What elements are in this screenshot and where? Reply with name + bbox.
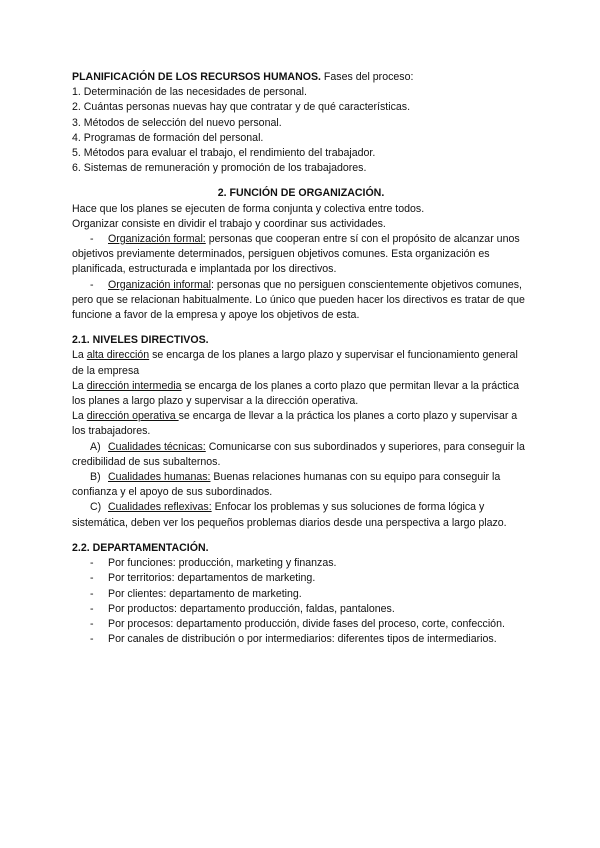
cualidad-letter: A) bbox=[90, 440, 101, 453]
planificacion-heading-tail: Fases del proceso: bbox=[320, 71, 414, 83]
planificacion-heading: PLANIFICACIÓN DE LOS RECURSOS HUMANOS. bbox=[72, 71, 321, 83]
list-item-text: Por clientes: departamento de marketing. bbox=[108, 587, 302, 600]
organizacion-informal-term: Organización informal bbox=[108, 278, 212, 291]
organizacion-title: 2. FUNCIÓN DE ORGANIZACIÓN. bbox=[217, 187, 385, 200]
cualidad-term: Cualidades humanas: bbox=[108, 471, 211, 484]
dash-marker: - bbox=[90, 557, 94, 570]
planificacion-heading-line bbox=[72, 70, 530, 85]
organizacion-formal-text: personas que cooperan entre sí con el propósito de alcanzar unos objetivos previamente determinados, persiguen objetivos comunes. Esta organización es planificada, estructurada e implantada por los directivos. bbox=[72, 233, 520, 276]
niveles-alta-text: se encarga de los planes a largo plazo y supervisar el funcionamiento general de la empresa bbox=[72, 349, 518, 377]
list-item bbox=[72, 632, 530, 647]
dash-marker: - bbox=[90, 587, 94, 600]
organizacion-line: Hace que los planes se ejecuten de forma conjunta y colectiva entre todos. bbox=[72, 202, 425, 215]
document-page bbox=[72, 70, 530, 647]
list-item-text: Por canales de distribución o por intermediarios: diferentes tipos de intermediarios. bbox=[108, 633, 497, 646]
niveles-intermedia-pre: La bbox=[72, 379, 87, 392]
organizacion-formal-term: Organización formal: bbox=[108, 233, 206, 246]
list-item bbox=[72, 587, 530, 602]
dash-marker: - bbox=[90, 602, 94, 615]
cualidad-letter: C) bbox=[90, 501, 102, 514]
planificacion-item: 3. Métodos de selección del nuevo personal. bbox=[72, 116, 282, 129]
dash-marker: - bbox=[90, 617, 94, 630]
cualidad-term: Cualidades técnicas: bbox=[108, 440, 206, 453]
planificacion-item: 2. Cuántas personas nuevas hay que contratar y de qué características. bbox=[72, 101, 411, 114]
niveles-alta-pre: La bbox=[72, 349, 87, 362]
niveles-operativa-term: dirección operativa bbox=[86, 410, 179, 423]
cualidad-letter: B) bbox=[90, 471, 101, 484]
cualidad-text: Comunicarse con sus subordinados y superiores, para conseguir la credibilidad de sus subalternos. bbox=[72, 440, 525, 468]
organizacion-formal-item bbox=[72, 232, 530, 278]
dash-marker: - bbox=[90, 278, 94, 291]
departamentacion-title: 2.2. DEPARTAMENTACIÓN. bbox=[72, 541, 209, 554]
planificacion-item: 1. Determinación de las necesidades de personal. bbox=[72, 86, 307, 99]
niveles-intermedia-text: se encarga de los planes a corto plazo que permitan llevar a la práctica los planes a largo plazo y supervisar a la dirección operativa. bbox=[72, 379, 519, 408]
organizacion-informal-item bbox=[72, 278, 530, 324]
list-item-text: Por funciones: producción, marketing y finanzas. bbox=[108, 557, 337, 570]
organizacion-line: Organizar consiste en dividir el trabajo y coordinar sus actividades. bbox=[72, 217, 386, 230]
niveles-intermedia-term: dirección intermedia bbox=[86, 379, 182, 392]
organizacion-informal-text: : personas que no persiguen conscientemente objetivos comunes, pero que se relacionan habitualmente. Lo único que pueden hacer los directivos es tratar de que funcione a favor de la empresa y apoye los objetivos de esta. bbox=[72, 278, 525, 322]
list-item bbox=[72, 602, 530, 617]
departamentacion-list bbox=[72, 556, 530, 647]
dash-marker: - bbox=[90, 633, 94, 646]
cualidad-text: Buenas relaciones humanas con su equipo para conseguir la confianza y el apoyo de sus subordinados. bbox=[72, 471, 501, 499]
niveles-operativa bbox=[72, 409, 530, 439]
niveles-alta-term: alta dirección bbox=[86, 349, 150, 362]
niveles-alta bbox=[72, 348, 530, 378]
niveles-intermedia bbox=[72, 379, 530, 409]
planificacion-item: 5. Métodos para evaluar el trabajo, el rendimiento del trabajador. bbox=[72, 147, 376, 160]
niveles-operativa-pre: La bbox=[72, 410, 87, 423]
dash-marker: - bbox=[90, 572, 94, 585]
list-item-text: Por procesos: departamento producción, divide fases del proceso, corte, confección. bbox=[108, 617, 505, 630]
cualidad-term: Cualidades reflexivas: bbox=[108, 501, 212, 514]
cualidad-item bbox=[72, 440, 530, 470]
niveles-operativa-text: se encarga de llevar a la práctica los planes a corto plazo y supervisar a los trabajadores. bbox=[72, 410, 518, 438]
dash-marker: - bbox=[90, 233, 94, 246]
list-item bbox=[72, 617, 530, 632]
list-item-text: Por productos: departamento producción, faldas, pantalones. bbox=[108, 602, 395, 615]
list-item-text: Por territorios: departamentos de marketing. bbox=[108, 572, 316, 585]
niveles-title: 2.1. NIVELES DIRECTIVOS. bbox=[72, 334, 209, 347]
cualidad-item bbox=[72, 500, 530, 530]
list-item bbox=[72, 556, 530, 571]
planificacion-item: 6. Sistemas de remuneración y promoción de los trabajadores. bbox=[72, 162, 367, 175]
cualidad-text: Enfocar los problemas y sus soluciones de forma lógica y sistemática, deben ver los pequeños problemas diarios desde una perspectiva a largo plazo. bbox=[72, 501, 507, 529]
list-item bbox=[72, 571, 530, 586]
cualidad-item bbox=[72, 470, 530, 500]
planificacion-item: 4. Programas de formación del personal. bbox=[72, 131, 264, 144]
